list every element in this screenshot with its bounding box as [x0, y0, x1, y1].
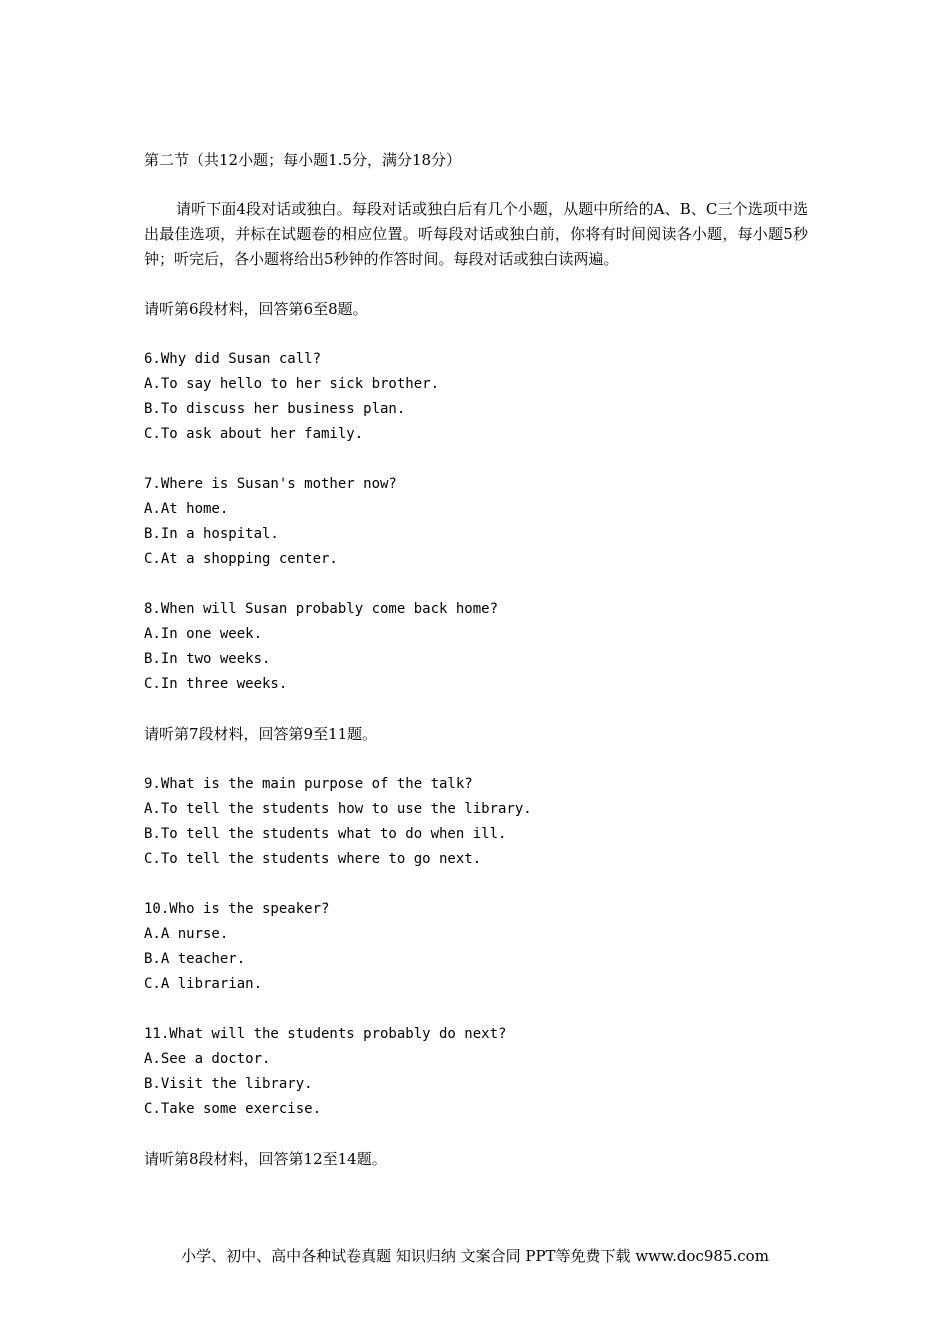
question-10-option-a: A.A nurse.: [144, 926, 229, 942]
question-6-option-b: B.To discuss her business plan.: [144, 401, 406, 417]
material-6-prompt: 请听第6段材料，回答第6至8题。: [144, 300, 368, 318]
question-7: [144, 472, 808, 572]
question-11-option-b: B.Visit the library.: [144, 1076, 313, 1092]
question-11: [144, 1022, 808, 1122]
question-7-stem: 7.Where is Susan's mother now?: [144, 476, 397, 492]
question-11-stem: 11.What will the students probably do next?: [144, 1026, 507, 1042]
material-7-prompt: 请听第7段材料，回答第9至11题。: [144, 725, 378, 743]
document-content: [144, 148, 808, 1197]
question-11-option-a: A.See a doctor.: [144, 1051, 271, 1067]
question-8-option-a: A.In one week.: [144, 626, 263, 642]
page-footer: 小学、初中、高中各种试卷真题 知识归纳 文案合同 PPT等免费下载 www.doc985.com: [181, 1247, 769, 1265]
question-9-option-c: C.To tell the students where to go next.: [144, 851, 482, 867]
question-8: [144, 597, 808, 697]
question-9-option-a: A.To tell the students how to use the library.: [144, 801, 532, 817]
question-9: [144, 772, 808, 872]
question-8-stem: 8.When will Susan probably come back home?: [144, 601, 499, 617]
question-6-option-a: A.To say hello to her sick brother.: [144, 376, 440, 392]
question-8-option-b: B.In two weeks.: [144, 651, 271, 667]
question-10: [144, 897, 808, 997]
question-10-stem: 10.Who is the speaker?: [144, 901, 330, 917]
material-8-prompt: 请听第8段材料，回答第12至14题。: [144, 1150, 387, 1168]
question-7-option-a: A.At home.: [144, 501, 229, 517]
question-9-stem: 9.What is the main purpose of the talk?: [144, 776, 473, 792]
listening-instructions: 请听下面4段对话或独白。每段对话或独白后有几个小题，从题中所给的A、B、C三个选项中选出最佳选项，并标在试题卷的相应位置。听每段对话或独白前，你将有时间阅读各小题，每小题5秒钟；听完后，各小题将给出5秒钟的作答时间。每段对话或独白读两遍。: [144, 200, 808, 268]
question-6-stem: 6.Why did Susan call?: [144, 351, 322, 367]
question-8-option-c: C.In three weeks.: [144, 676, 288, 692]
question-6: [144, 347, 808, 447]
question-10-option-c: C.A librarian.: [144, 976, 263, 992]
question-10-option-b: B.A teacher.: [144, 951, 246, 967]
section-heading: 第二节（共12小题；每小题1.5分，满分18分）: [144, 151, 462, 169]
question-11-option-c: C.Take some exercise.: [144, 1101, 322, 1117]
question-7-option-c: C.At a shopping center.: [144, 551, 338, 567]
question-7-option-b: B.In a hospital.: [144, 526, 279, 542]
question-9-option-b: B.To tell the students what to do when ill.: [144, 826, 507, 842]
question-6-option-c: C.To ask about her family.: [144, 426, 364, 442]
